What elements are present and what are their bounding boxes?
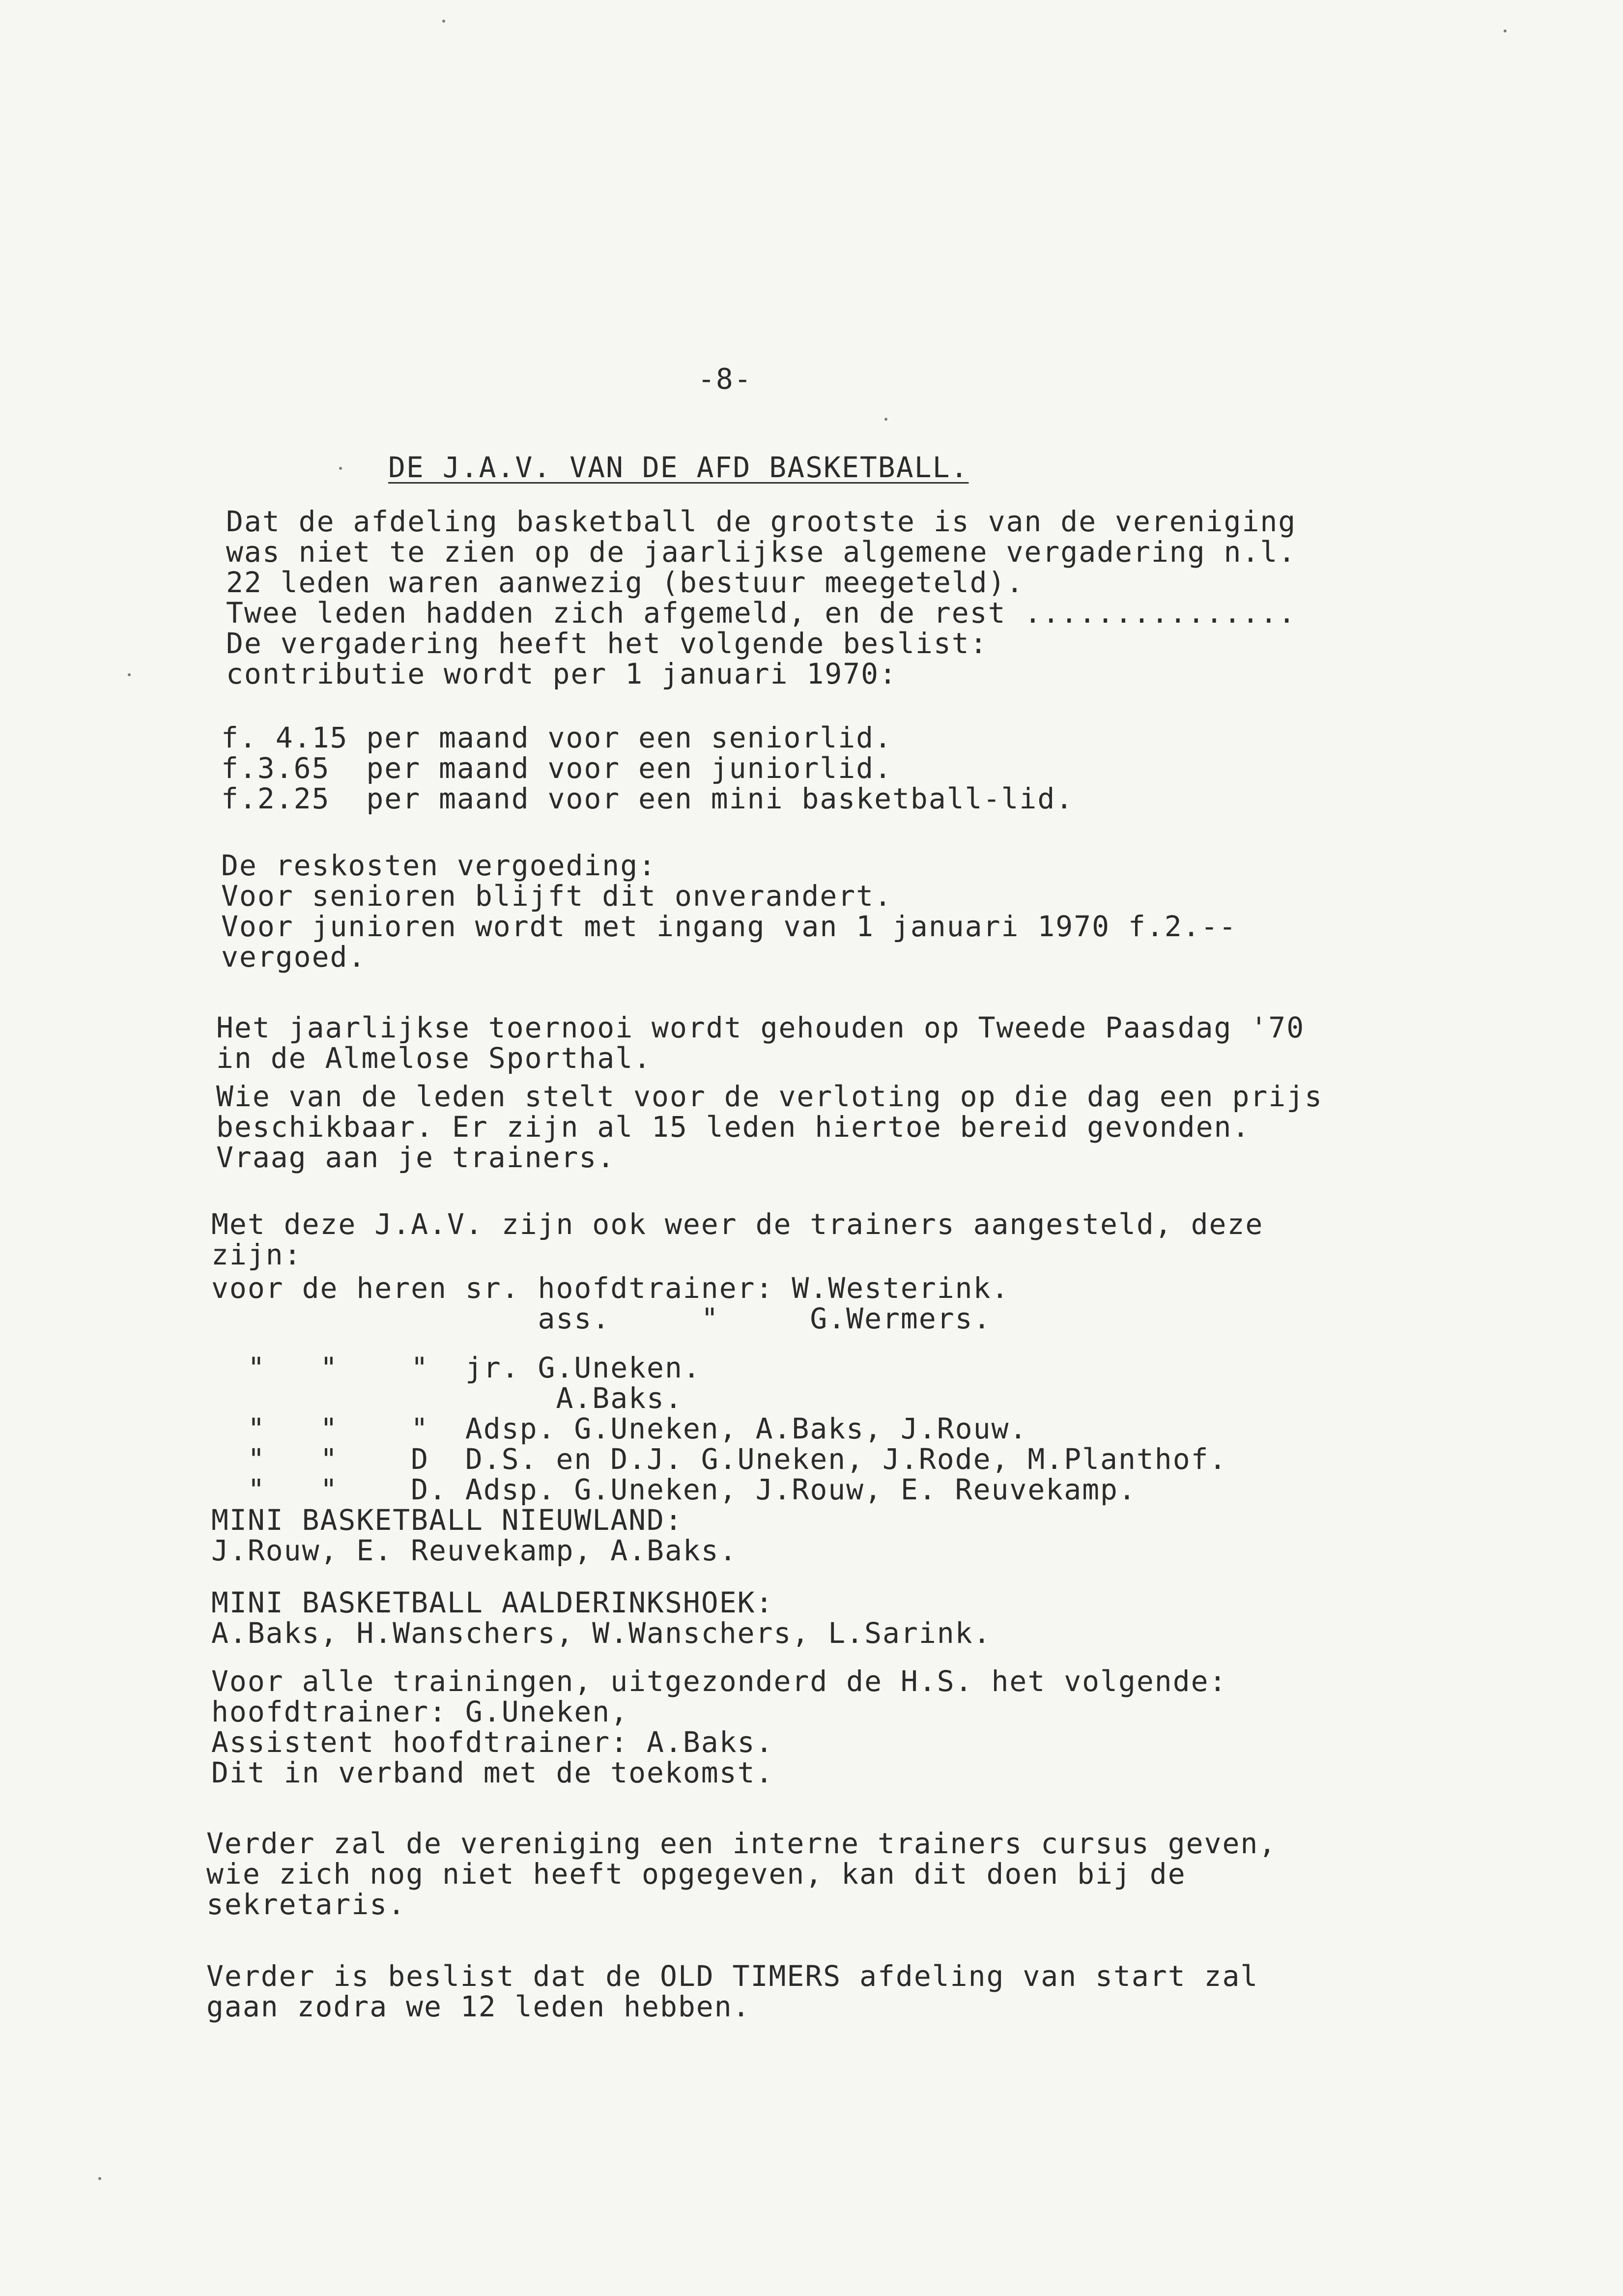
body-line: Twee leden hadden zich afgemeld, en de rest ............... [226,596,1297,630]
body-line: De reskosten vergoeding: [221,849,657,882]
paper-speck [884,418,887,421]
body-line: wie zich nog niet heeft opgegeven, kan dit doen bij de [206,1857,1186,1891]
trainer-line: A.Baks. [211,1381,683,1415]
fee-line: f.2.25 per maand voor een mini basketball-lid. [221,782,1074,815]
body-line: De vergadering heeft het volgende beslist: [226,627,988,660]
paper-speck [1504,29,1507,32]
section-heading: MINI BASKETBALL AALDERINKSHOEK: [211,1586,774,1619]
paper-speck [128,673,131,676]
body-line: Wie van de leden stelt voor de verloting op die dag een prijs [216,1080,1323,1113]
body-line: Het jaarlijkse toernooi wordt gehouden op Tweede Paasdag '70 [216,1011,1305,1044]
body-line: Verder is beslist dat de OLD TIMERS afdeling van start zal [206,1959,1259,1993]
page-title: DE J.A.V. VAN DE AFD BASKETBALL. [388,451,969,484]
body-line: Verder zal de vereniging een interne trainers cursus geven, [206,1827,1277,1860]
fee-line: f.3.65 per maand voor een juniorlid. [221,751,893,785]
body-line: zijn: [211,1238,302,1271]
body-line: Voor junioren wordt met ingang van 1 januari 1970 f.2.-- [221,910,1237,943]
body-line: J.Rouw, E. Reuvekamp, A.Baks. [211,1534,738,1567]
trainer-line: voor de heren sr. hoofdtrainer: W.Westerink. [211,1271,1010,1305]
body-line: vergoed. [221,940,367,974]
trainer-line: " " D. Adsp. G.Uneken, J.Rouw, E. Reuvekamp. [211,1473,1137,1506]
body-line: Dat de afdeling basketball de grootste is van de vereniging [226,505,1297,538]
trainer-line: ass. " G.Wermers. [211,1302,992,1335]
paper-speck [339,467,342,470]
body-line: Voor alle trainingen, uitgezonderd de H.S. het volgende: [211,1665,1227,1698]
body-line: Met deze J.A.V. zijn ook weer de trainers aangesteld, deze [211,1207,1264,1241]
trainer-line: " " D D.S. en D.J. G.Uneken, J.Rode, M.Planthof. [211,1442,1227,1476]
body-line: contributie wordt per 1 januari 1970: [226,657,898,690]
body-line: hoofdtrainer: G.Uneken, [211,1695,629,1728]
body-line: 22 leden waren aanwezig (bestuur meegeteld). [226,566,1025,599]
body-line: Dit in verband met de toekomst. [211,1756,774,1789]
body-line: in de Almelose Sporthal. [216,1041,652,1075]
body-line: Voor senioren blijft dit onverandert. [221,879,893,913]
page-number: -8- [698,362,752,396]
fee-line: f. 4.15 per maand voor een seniorlid. [221,721,893,754]
paper-speck [442,20,445,23]
trainer-line: " " " Adsp. G.Uneken, A.Baks, J.Rouw. [211,1412,1028,1445]
body-line: Vraag aan je trainers. [216,1141,616,1174]
body-line: A.Baks, H.Wanschers, W.Wanschers, L.Sarink. [211,1616,992,1650]
body-line: Assistent hoofdtrainer: A.Baks. [211,1725,774,1759]
section-heading: MINI BASKETBALL NIEUWLAND: [211,1503,683,1537]
body-line: sekretaris. [206,1888,406,1921]
body-line: was niet te zien op de jaarlijkse algemene vergadering n.l. [226,535,1297,569]
paper-speck [98,2177,101,2180]
body-line: beschikbaar. Er zijn al 15 leden hiertoe bereid gevonden. [216,1110,1251,1144]
trainer-line: " " " jr. G.Uneken. [211,1351,701,1384]
body-line: gaan zodra we 12 leden hebben. [206,1990,751,2023]
